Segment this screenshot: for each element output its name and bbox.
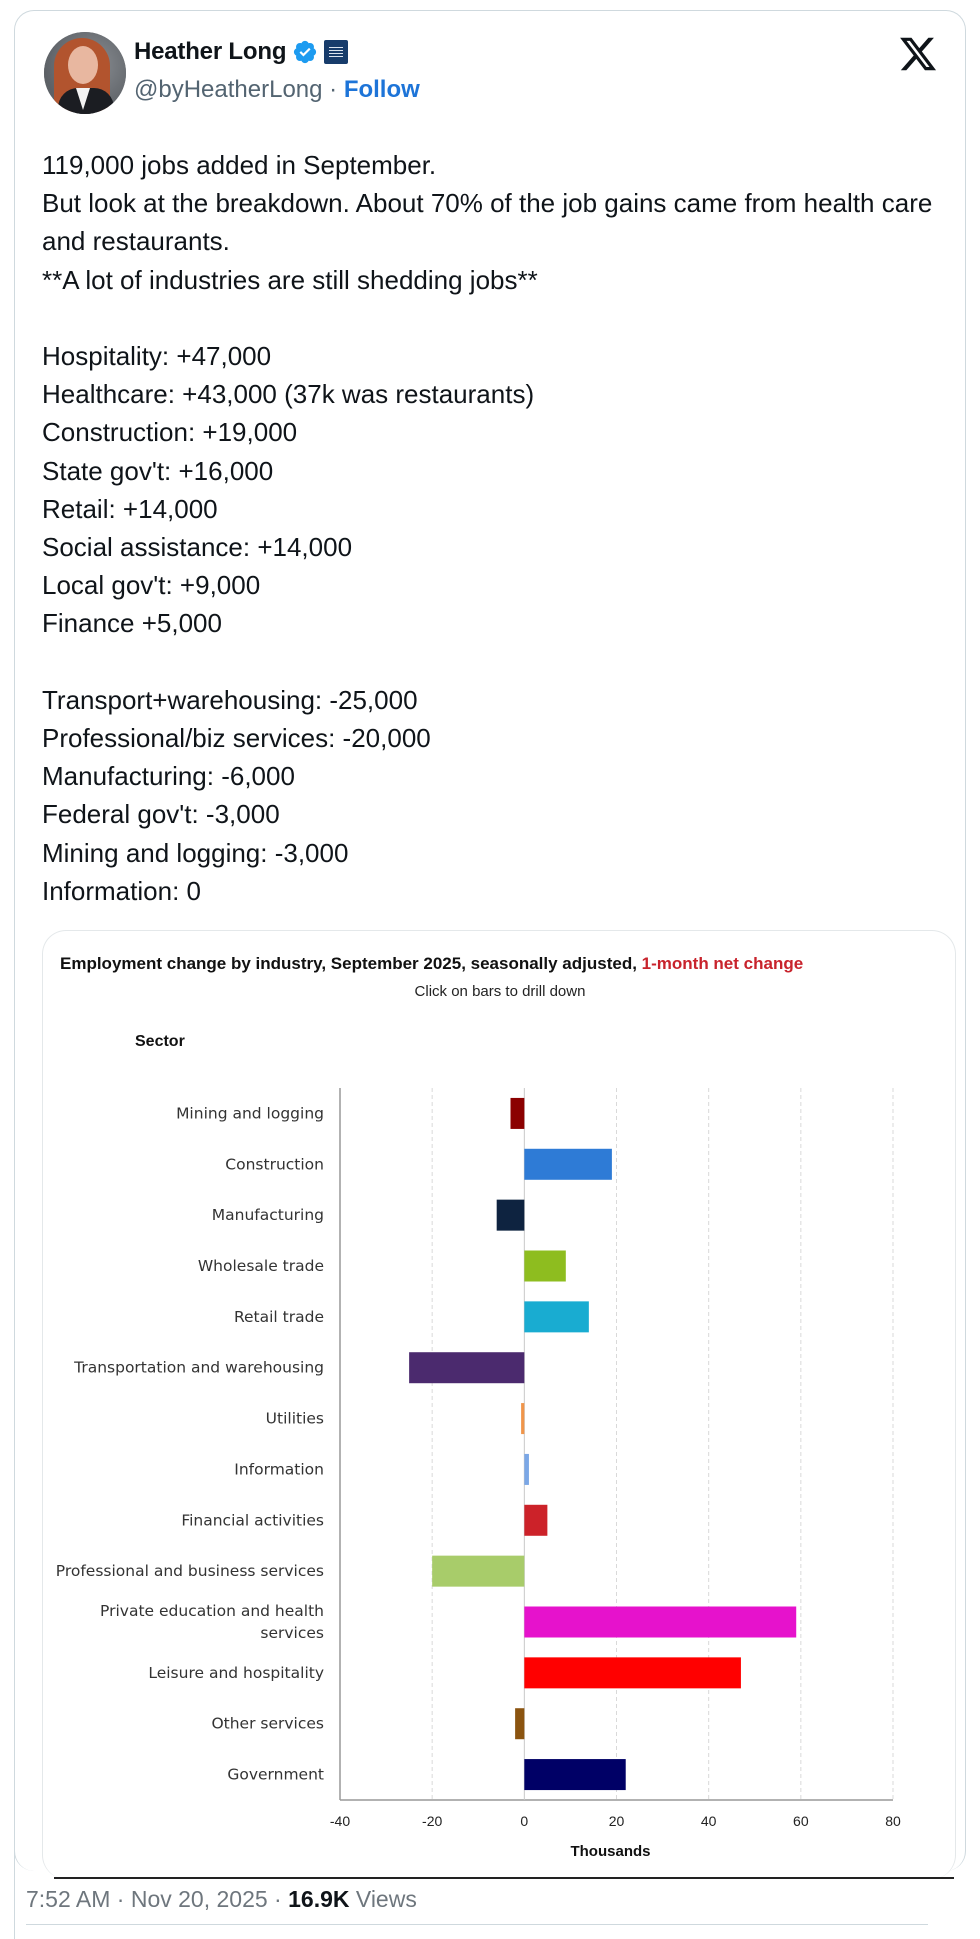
tweet-line: Transport+warehousing: -25,000 xyxy=(42,684,418,715)
category-label: Professional and business services xyxy=(55,1562,324,1581)
author-name[interactable]: Heather Long xyxy=(134,38,287,65)
bar-other-services[interactable] xyxy=(515,1708,524,1739)
separator: · xyxy=(110,1886,131,1912)
category-label: Mining and logging xyxy=(176,1104,324,1123)
x-tick-label: 40 xyxy=(700,1813,717,1829)
category-label: Other services xyxy=(211,1714,324,1733)
tweet-time[interactable]: 7:52 AM xyxy=(26,1886,111,1912)
x-tick-label: -40 xyxy=(329,1813,351,1829)
tweet-line: Information: 0 xyxy=(42,875,201,906)
bar-transportation-and-warehousing[interactable] xyxy=(409,1352,524,1383)
category-label: Leisure and hospitality xyxy=(148,1663,324,1682)
bar-retail-trade[interactable] xyxy=(524,1301,589,1332)
category-label: Construction xyxy=(225,1155,324,1174)
bar-financial-activities[interactable] xyxy=(524,1505,547,1536)
x-tick-label: 20 xyxy=(608,1813,625,1829)
tweet-line: Construction: +19,000 xyxy=(42,417,298,448)
tweet-line: Local gov't: +9,000 xyxy=(42,570,261,601)
x-tick-label: 0 xyxy=(520,1813,529,1829)
bar-information[interactable] xyxy=(524,1454,529,1485)
tweet-line: Healthcare: +43,000 (37k was restaurants) xyxy=(42,379,535,410)
separator: · xyxy=(267,1886,289,1912)
category-label: Manufacturing xyxy=(211,1206,324,1225)
bar-government[interactable] xyxy=(524,1759,625,1790)
follow-button[interactable]: Follow xyxy=(343,76,420,103)
bar-professional-and-business-services[interactable] xyxy=(432,1556,524,1587)
views-count: 16.9K xyxy=(288,1886,350,1912)
category-label: Retail trade xyxy=(233,1307,324,1326)
category-label: Financial activities xyxy=(181,1511,324,1530)
tweet-line: Federal gov't: -3,000 xyxy=(42,799,280,830)
category-label: Information xyxy=(234,1460,324,1479)
category-label: Utilities xyxy=(265,1409,324,1428)
tweet-line: But look at the breakdown. About 70% of the job gains came from health care and restaurants. xyxy=(42,188,940,257)
tweet-line: Retail: +14,000 xyxy=(42,493,218,524)
tweet-line: Finance +5,000 xyxy=(42,608,222,639)
x-tick-label: 60 xyxy=(793,1813,809,1829)
bar-utilities[interactable] xyxy=(521,1403,524,1434)
category-label: Wholesale trade xyxy=(197,1257,324,1275)
category-label: Government xyxy=(227,1765,324,1784)
bar-leisure-and-hospitality[interactable] xyxy=(524,1657,741,1688)
chart-title-highlight: 1-month net change xyxy=(641,954,804,973)
tweet-line: **A lot of industries are still shedding jobs** xyxy=(42,264,538,295)
x-tick-label: -20 xyxy=(422,1813,443,1829)
category-label: services xyxy=(260,1624,324,1642)
views-label: Views xyxy=(355,1886,417,1912)
bar-private-education-and-health-services[interactable] xyxy=(524,1607,796,1638)
tweet-date[interactable]: Nov 20, 2025 xyxy=(130,1886,268,1912)
tweet-line: 119,000 jobs added in September. xyxy=(42,150,437,180)
tweet-line: Manufacturing: -6,000 xyxy=(42,761,295,792)
divider xyxy=(26,1924,928,1925)
tweet-line: State gov't: +16,000 xyxy=(42,455,274,486)
bar-construction[interactable] xyxy=(524,1149,612,1180)
tweet-line: Hospitality: +47,000 xyxy=(42,341,272,372)
tweet-line: Social assistance: +14,000 xyxy=(42,532,353,563)
separator: · xyxy=(322,76,344,103)
tweet-meta xyxy=(26,1886,417,1913)
chart-bottom-border xyxy=(54,1877,954,1879)
y-axis-title: Sector xyxy=(135,1033,185,1050)
tweet-line: Mining and logging: -3,000 xyxy=(42,837,349,868)
x-axis-title: Thousands xyxy=(570,1843,651,1860)
chart-subtitle: Click on bars to drill down xyxy=(414,983,586,1000)
card-edge xyxy=(14,1700,15,1939)
category-label: Private education and health xyxy=(100,1602,324,1620)
chart-title-main: Employment change by industry, September 2025, seasonally adjusted, xyxy=(60,954,642,973)
bar-mining-and-logging[interactable] xyxy=(511,1098,525,1129)
x-tick-label: 80 xyxy=(885,1813,901,1829)
bar-manufacturing[interactable] xyxy=(497,1200,525,1231)
tweet-line: Professional/biz services: -20,000 xyxy=(42,723,431,754)
bar-wholesale-trade[interactable] xyxy=(524,1251,565,1282)
category-label: Transportation and warehousing xyxy=(74,1358,324,1377)
author-handle[interactable]: @byHeatherLong xyxy=(134,76,323,103)
